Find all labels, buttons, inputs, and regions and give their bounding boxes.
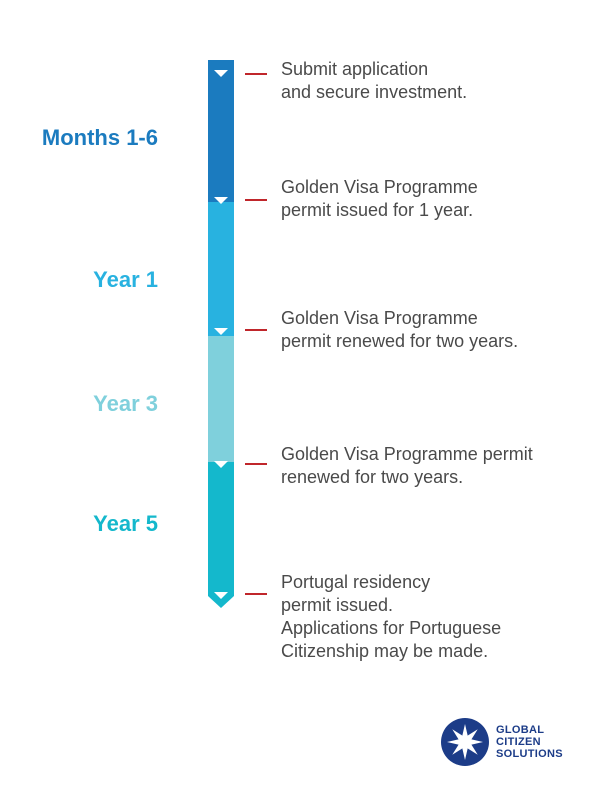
step-line: Submit application [281,59,429,79]
step-text-5 [281,571,501,663]
step-line: Portugal residency [281,572,431,592]
chevron-down-icon [214,70,228,77]
connector-tick [245,199,267,201]
period-label-year-5: Year 5 [93,511,158,536]
chevron-down-icon [214,197,228,204]
period-label-year-3: Year 3 [93,391,158,416]
logo-line: SOLUTIONS [496,748,563,760]
connector-tick [245,593,267,595]
step-line: and secure investment. [281,82,468,102]
step-text-2 [281,176,478,222]
step-text-4 [281,443,533,489]
logo-line: CITIZEN [496,736,541,748]
connector-tick [245,73,267,75]
chevron-down-icon [214,592,228,599]
timeline-segment-months [208,60,234,202]
step-text-3 [281,307,518,353]
timeline-segment-year-1 [208,202,234,336]
period-label-months: Months 1-6 [41,125,158,150]
period-label-year-1: Year 1 [93,267,158,292]
step-line: Golden Visa Programme permit [281,444,533,464]
timeline-segment-year-3 [208,336,234,462]
chevron-down-icon [214,328,228,335]
logo-line: GLOBAL [496,724,545,736]
star-icon [440,717,490,767]
step-line: permit issued. [281,595,394,615]
step-line: renewed for two years. [281,467,464,487]
step-line: permit renewed for two years. [281,331,519,351]
logo-wordmark [496,724,563,760]
chevron-down-icon [214,461,228,468]
step-line: Golden Visa Programme [281,308,478,328]
step-line: permit issued for 1 year. [281,200,474,220]
connector-tick [245,463,267,465]
step-line: Applications for Portuguese [281,618,502,638]
connector-tick [245,329,267,331]
step-line: Golden Visa Programme [281,177,478,197]
step-text-1 [281,58,467,104]
step-line: Citizenship may be made. [281,641,489,661]
timeline-segment-year-5 [208,462,234,596]
